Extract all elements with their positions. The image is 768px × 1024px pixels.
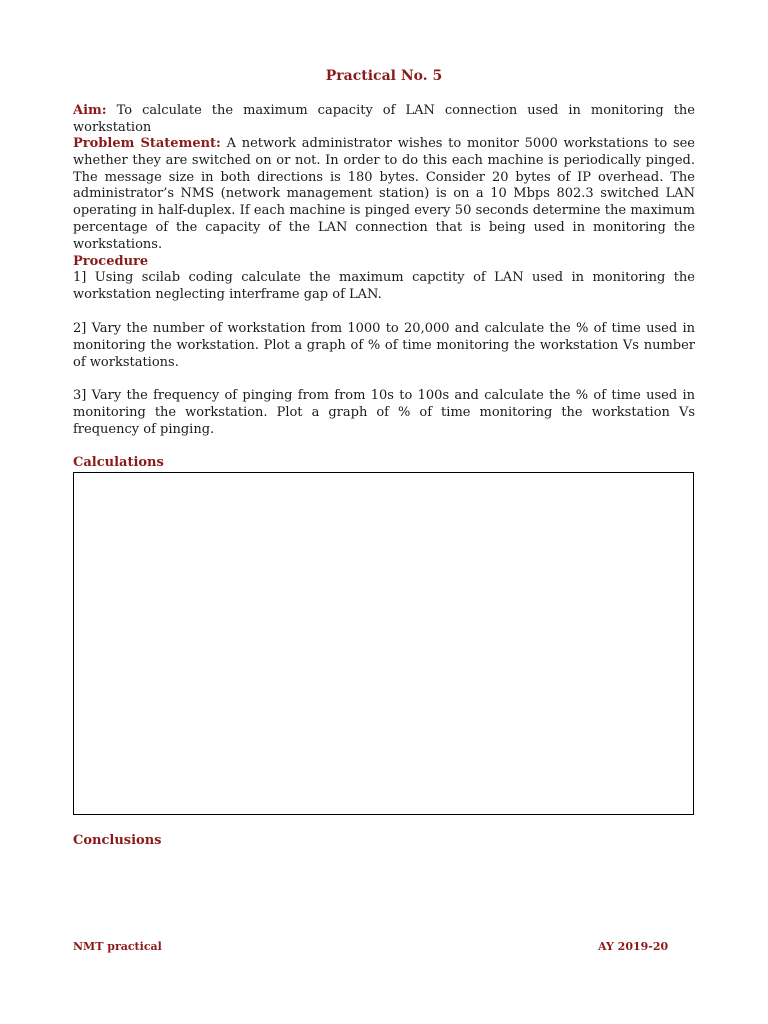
calculations-heading: Calculations xyxy=(73,455,164,470)
procedure-step-2: 2] Vary the number of workstation from 1000 to 20,000 and calculate the % of time used in monitoring the workstation. Plot a graph of % of time monitoring the workstation Vs number of workstations. xyxy=(73,321,695,370)
procedure-step-1: 1] Using scilab coding calculate the maximum capctity of LAN used in monitoring the workstation neglecting interframe gap of LAN. xyxy=(73,270,695,302)
procedure-heading: Procedure xyxy=(73,254,149,269)
calculations-box xyxy=(73,472,694,815)
aim-text: To calculate the maximum capacity of LAN connection used in monitoring the workstation xyxy=(73,103,695,135)
problem-statement-paragraph xyxy=(73,136,695,254)
footer-academic-year: AY 2019-20 xyxy=(598,940,669,953)
conclusions-heading: Conclusions xyxy=(73,833,162,848)
problem-statement-label: Problem Statement: xyxy=(73,136,221,151)
procedure-step-3: 3] Vary the frequency of pinging from from 10s to 100s and calculate the % of time used in monitoring the workstation. Plot a graph of % of time monitoring the workstation Vs frequency of pinging. xyxy=(73,388,695,437)
aim-label: Aim: xyxy=(73,103,107,118)
footer-course: NMT practical xyxy=(73,940,162,953)
aim-paragraph xyxy=(73,103,695,137)
problem-statement-text: A network administrator wishes to monitor 5000 workstations to see whether they are switched on or not. In order to do this each machine is periodically pinged. The message size in both directions is 180 bytes. Consider 20 bytes of IP overhead. The administrator’s NMS (network management station) is on a 10 Mbps 802.3 switched LAN operating in half-duplex. If each machine is pinged every 50 seconds determine the maximum percentage of the capacity of the LAN connection that is being used in monitoring the workstations. xyxy=(73,136,696,252)
page-title: Practical No. 5 xyxy=(325,68,443,84)
